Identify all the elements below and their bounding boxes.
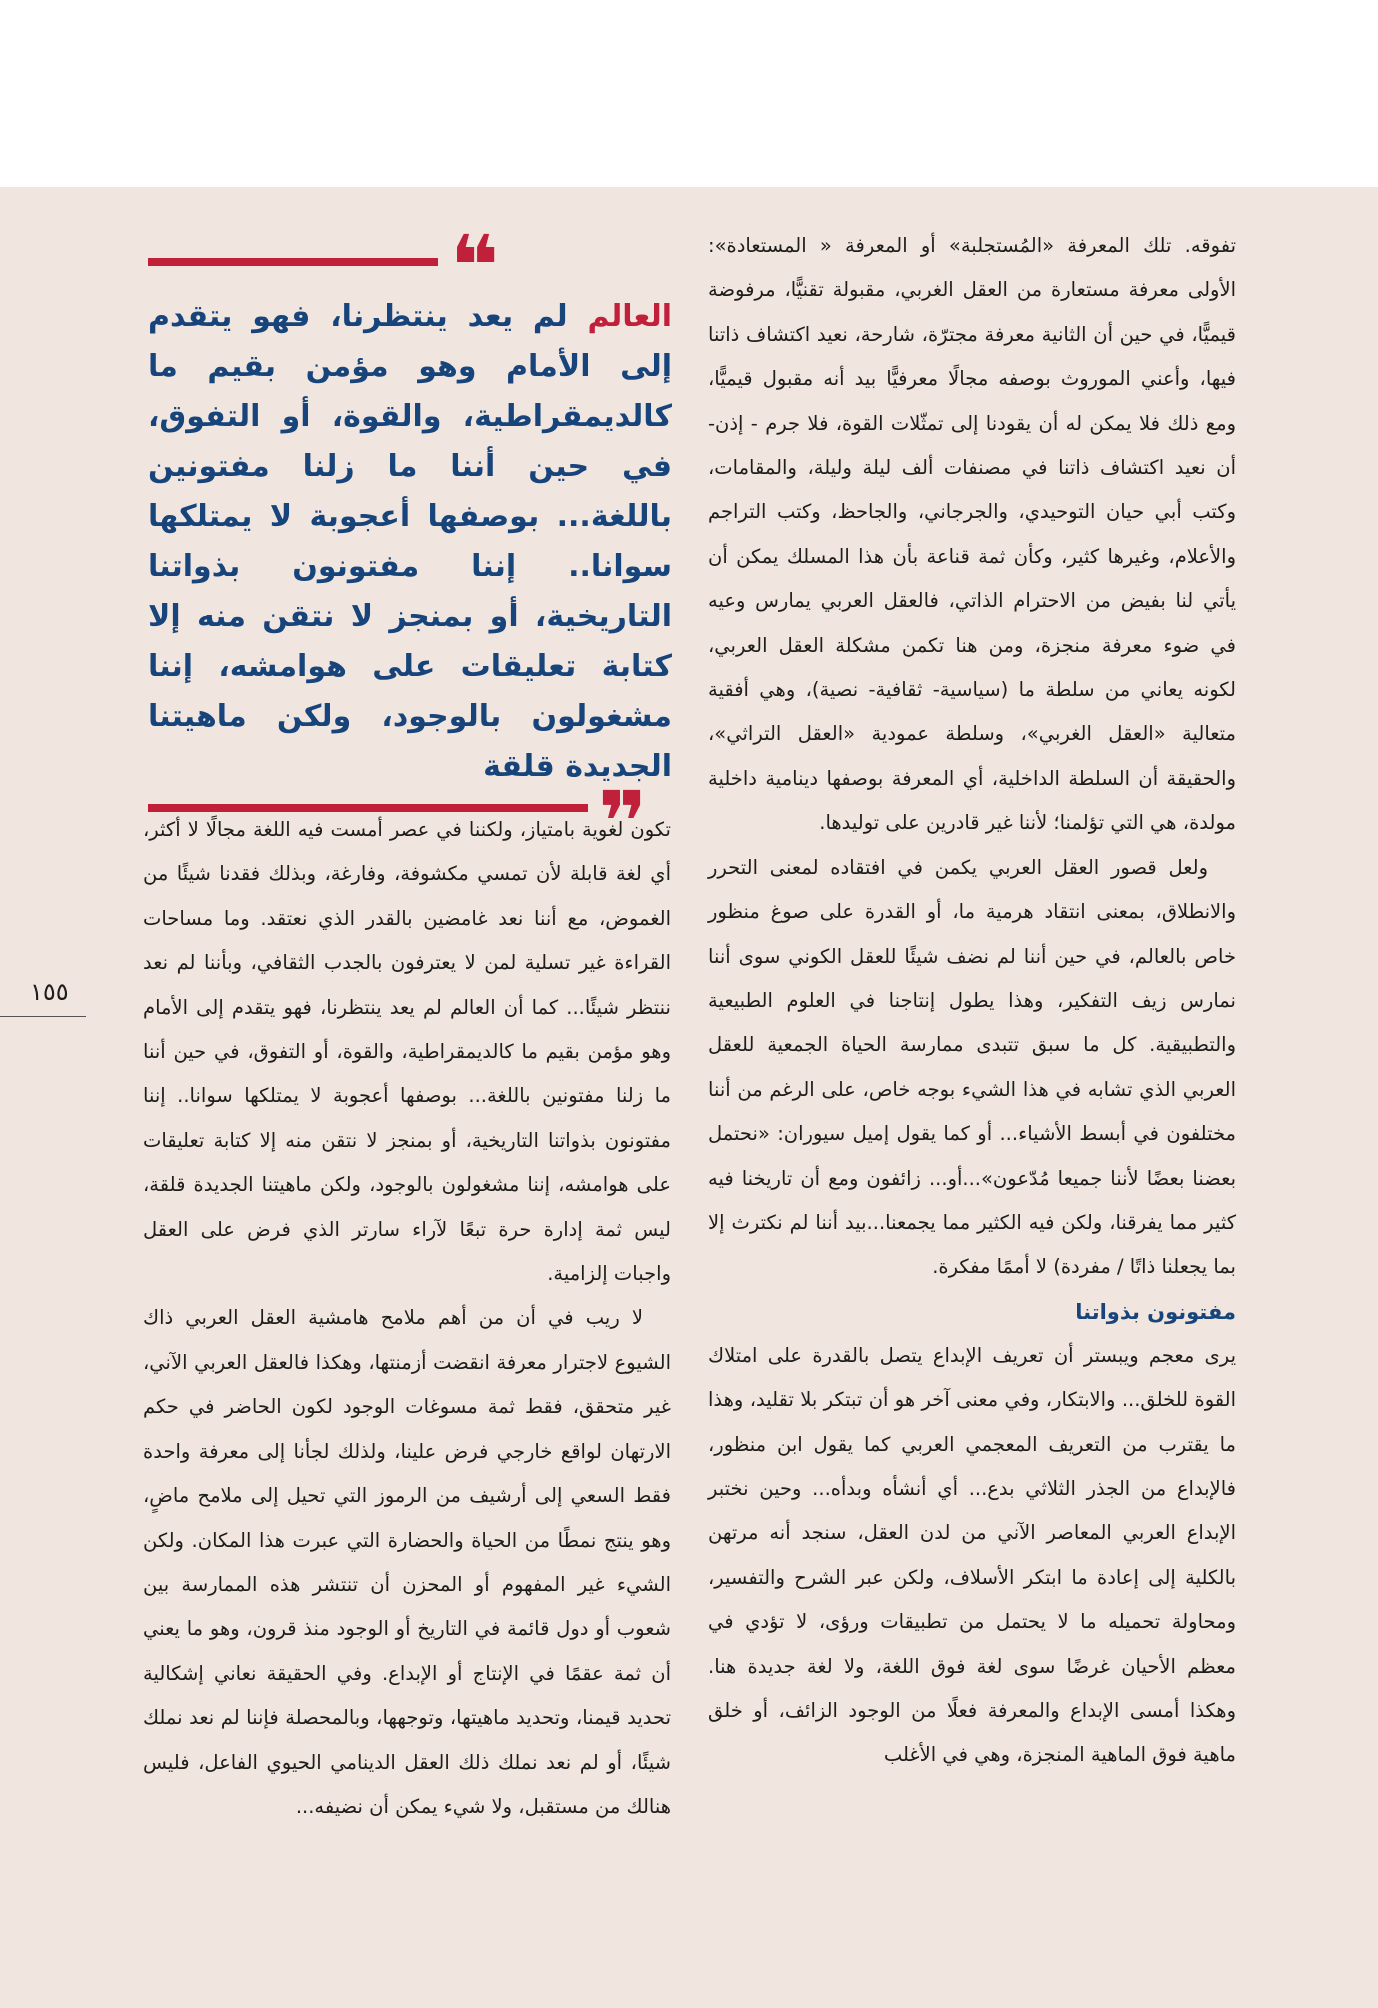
left-text-column — [143, 808, 671, 1829]
quote-rule-bar — [148, 258, 438, 266]
pull-quote-accent-word: العالم — [587, 299, 672, 334]
body-paragraph: لا ريب في أن من أهم ملامح هامشية العقل العربي ذاك الشيوع لاجترار معرفة انقضت أزمنتها، وهكذا فالعقل العربي الآني، غير متحقق، فقط ثمة مسوغات الوجود لكون الحاضر في حكم الارتهان لواقع خارجي فرض علينا، ولذلك لجأنا إلى معرفة واحدة فقط السعي إلى أرشيف من الرموز التي تحيل إلى ملامح ماضٍ، وهو ينتج نمطًا من الحياة والحضارة التي عبرت هذا المكان. ولكن الشيء غير المفهوم أو المحزن أن تنتشر هذه الممارسة بين شعوب أو دول قائمة في التاريخ أو الوجود منذ قرون، وهو ما يعني أن ثمة عقمًا في الإنتاج أو الإبداع. وفي الحقيقة نعاني إشكالية تحديد قيمنا، وتحديد ماهيتها، وتوجهها، وبالمحصلة فإننا لم نعد نملك شيئًا، أو لم نعد نملك ذلك العقل الدينامي الحيوي الفاعل، فليس هنالك من مستقبل، ولا شيء يمكن أن نضيفه... — [143, 1306, 671, 1818]
page-number: ١٥٥ — [30, 978, 69, 1006]
right-text-column — [708, 224, 1236, 1778]
open-quote-icon: ❝ — [450, 217, 500, 315]
close-quote-icon: ❞ — [598, 773, 648, 871]
body-paragraph: تفوقه. تلك المعرفة «المُستجلبة» أو المعرفة « المستعادة»: الأولى معرفة مستعارة من العقل الغربي، مقبولة تقنيًّا، مرفوضة قيميًّا، في حين أن الثانية معرفة مجترّة، شارحة، نعيد اكتشاف ذاتنا فيها، وأعني الموروث بوصفه مجالًا معرفيًّا بيد أنه مقبول قيميًّا، ومع ذلك فلا يمكن له أن يقودنا إلى تمثّلات القوة، فلا جرم - إذن- أن نعيد اكتشاف ذاتنا في مصنفات ألف ليلة وليلة، والمقامات، وكتب أبي حيان التوحيدي، والجرجاني، والجاحظ، وكتب التراجم والأعلام، وغيرها كثير، وكأن ثمة قناعة بأن هذا المسلك يمكن أن يأتي لنا بفيض من الاحترام الذاتي، فالعقل العربي يمارس وعيه في ضوء معرفة منجزة، ومن هنا تكمن مشكلة العقل العربي، لكونه يعاني من سلطة ما (سياسية- ثقافية- نصية)، وهي أفقية متعالية «العقل الغربي»، وسلطة عمودية «العقل التراثي»، والحقيقة أن السلطة الداخلية، أي المعرفة بوصفها دينامية داخلية مولدة، هي التي تؤلمنا؛ لأننا غير قادرين على توليدها. — [708, 234, 1236, 835]
pull-quote — [148, 217, 672, 871]
section-heading: مفتونون بذواتنا — [1075, 1299, 1236, 1324]
pull-quote-body: لم يعد ينتظرنا، فهو يتقدم إلى الأمام وهو مؤمن بقيم ما كالديمقراطية، والقوة، أو التفوق، في حين أننا ما زلنا مفتونين باللغة... بوصفها أعجوبة لا يمتلكها سوانا.. إننا مفتونون بذواتنا التاريخية، أو بمنجز لا نتقن منه إلا كتابة تعليقات على هوامشه، إننا مشغولون بالوجود، ولكن ماهيتنا الجديدة قلقة — [148, 299, 672, 784]
page-number-rule — [0, 1016, 86, 1017]
pull-quote-top-rule — [148, 217, 672, 315]
pull-quote-text — [148, 292, 672, 792]
body-paragraph: ولعل قصور العقل العربي يكمن في افتقاده لمعنى التحرر والانطلاق، بمعنى انتقاد هرمية ما، أو القدرة على صوغ منظور خاص بالعالم، في حين أننا لم نضف شيئًا للعقل الكوني سوى أننا نمارس زيف التفكير، وهذا يطول إنتاجنا في العلوم الطبيعية والتطبيقية. كل ما سبق تتبدى ممارسة الحياة الجمعية للعقل العربي الذي تشابه في هذا الشيء بوجه خاص، على الرغم من أننا مختلفون في أبسط الأشياء... أو كما يقول إميل سيوران: «نحتمل بعضنا بعضًا لأننا جميعا مُدّعون»...أو... زائفون ومع أن تاريخنا فيه كثير مما يفرقنا، ولكن فيه الكثير مما يجمعنا...بيد أننا لم نكترث إلا بما يجعلنا ذاتًا / مفردة) لا أممًا مفكرة. — [708, 855, 1236, 1279]
body-paragraph: يرى معجم ويبستر أن تعريف الإبداع يتصل بالقدرة على امتلاك القوة للخلق... والابتكار، وفي معنى آخر هو أن تبتكر بلا تقليد، وهذا ما يقترب من التعريف المعجمي العربي كما يقول ابن منظور، فالإبداع من الجذر الثلاثي بدع... أي أنشأه وبدأه... وحين نختبر الإبداع العربي المعاصر الآني من لدن العقل، سنجد أنه مرتهن بالكلية إلى إعادة ما ابتكر الأسلاف، ولكن عبر الشرح والتفسير، ومحاولة تحميله ما لا يحتمل من تطبيقات ورؤى، لا تؤدي في معظم الأحيان غرضًا سوى لغة فوق اللغة، ولا لغة جديدة هنا. وهكذا أمسى الإبداع والمعرفة فعلًا من الوجود الزائف، أو خلق ماهية فوق الماهية المنجزة، وهي في الأغلب — [708, 1343, 1236, 1767]
body-paragraph: تكون لغوية بامتياز، ولكننا في عصر أمست فيه اللغة مجالًا لا أكثر، أي لغة قابلة لأن تمسي مكشوفة، وفارغة، وبذلك فقدنا شيئًا من الغموض، مع أننا نعد غامضين بالقدر الذي نعتقد. وما مساحات القراءة غير تسلية لمن لا يعترفون بالجدب الثقافي، وبأننا لم نعد ننتظر شيئًا... كما أن العالم لم يعد ينتظرنا، فهو يتقدم إلى الأمام وهو مؤمن بقيم ما كالديمقراطية، والقوة، أو التفوق، في حين أننا ما زلنا مفتونين باللغة... بوصفها أعجوبة لا يمتلكها سوانا.. إننا مفتونون بذواتنا التاريخية، أو بمنجز لا نتقن منه إلا كتابة تعليقات على هوامشه، إننا مشغولون بالوجود، ولكن ماهيتنا الجديدة قلقة، ليس ثمة إدارة حرة تبعًا لآراء سارتر الذي فرض على العقل واجبات إلزامية. — [143, 818, 671, 1286]
